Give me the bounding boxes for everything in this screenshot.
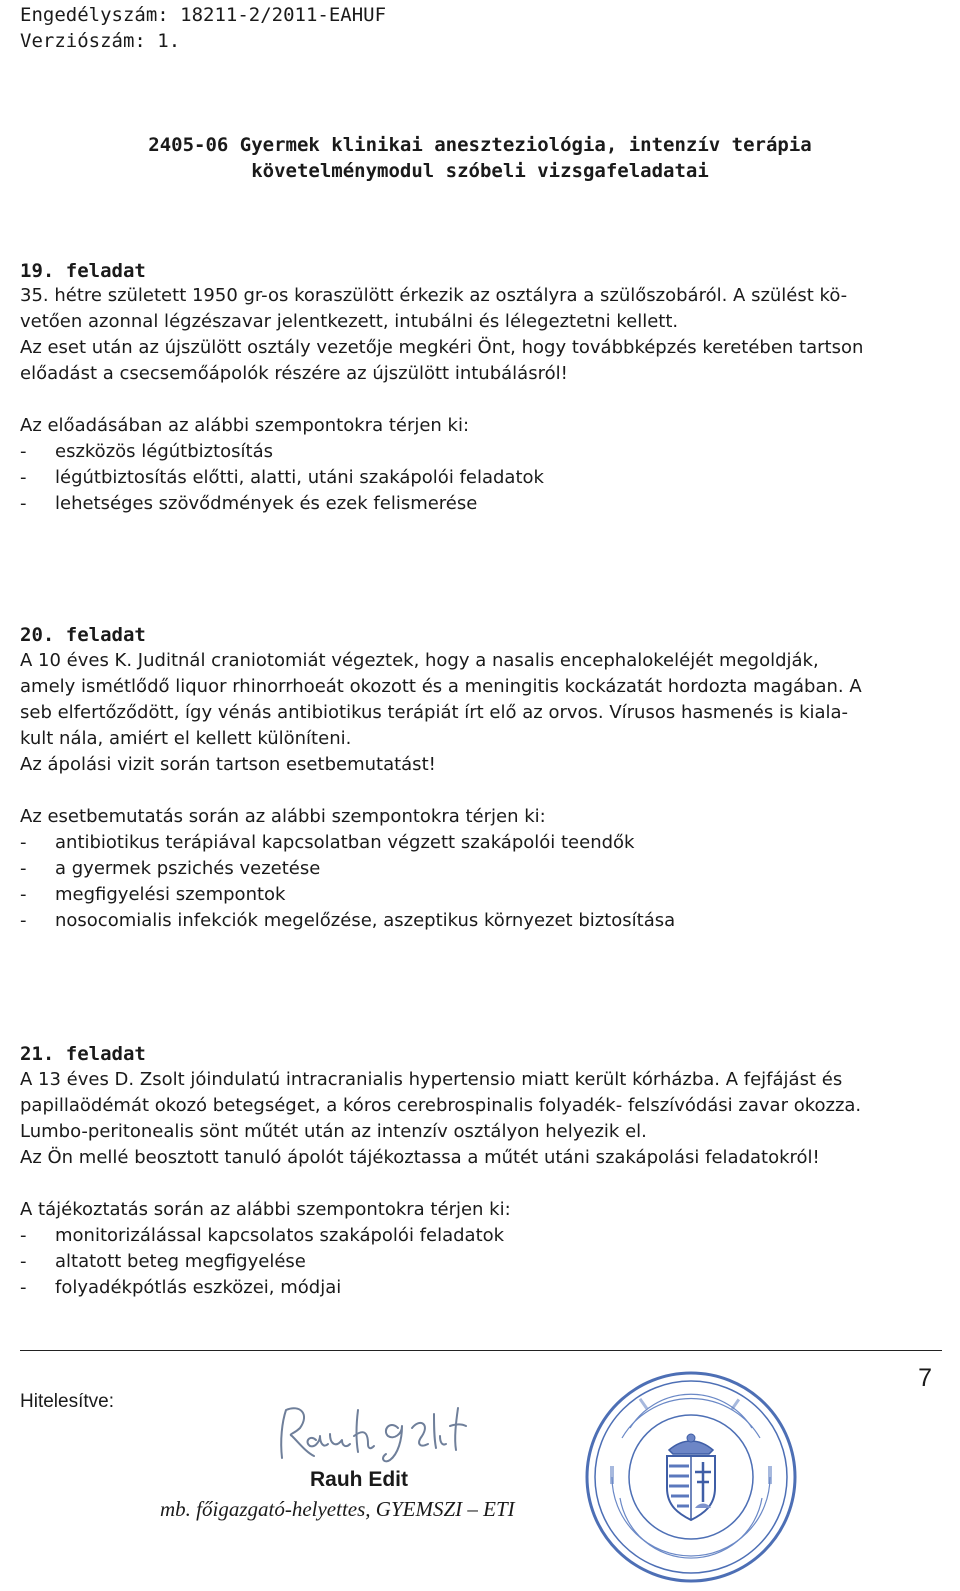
bullet-dash: - — [20, 1251, 27, 1272]
task-20-list-item: antibiotikus terápiával kapcsolatban végzett szakápolói teendők — [55, 832, 635, 853]
signer-role: mb. főigazgató-helyettes, GYEMSZI – ETI — [160, 1497, 515, 1521]
task-20-text-line: seb elfertőződött, így vénás antibiotikus terápiát írt elő az orvos. Vírusos hasmenés is kiala- — [20, 702, 849, 723]
certified-label: Hitelesítve: — [20, 1391, 114, 1412]
task-21-list-item: altatott beteg megfigyelése — [55, 1251, 306, 1272]
task-20-text-line: kult nála, amiért el kellett különíteni. — [20, 728, 352, 749]
task-20-intro: Az esetbemutatás során az alábbi szempontokra térjen ki: — [20, 806, 546, 827]
official-stamp-seal — [582, 1368, 800, 1586]
task-21-heading: 21. feladat — [20, 1043, 146, 1065]
bullet-dash: - — [20, 467, 27, 488]
task-21-text-line: Az Ön mellé beosztott tanuló ápolót tájékoztassa a műtét utáni szakápolási feladatokról! — [20, 1147, 820, 1168]
task-20-text-line: A 10 éves K. Juditnál craniotomiát végeztek, hogy a nasalis encephalokeléjét megoldják, — [20, 650, 819, 671]
bullet-dash: - — [20, 910, 27, 931]
task-21-text-line: Lumbo-peritonealis sönt műtét után az intenzív osztályon helyezik el. — [20, 1121, 647, 1142]
bullet-dash: - — [20, 441, 27, 462]
task-21-list-item: monitorizálással kapcsolatos szakápolói feladatok — [55, 1225, 505, 1246]
version-number: Verziószám: 1. — [20, 30, 181, 52]
task-19-text-line: vetően azonnal légzészavar jelentkezett, intubálni és lélegeztetni kellett. — [20, 311, 679, 332]
task-19-heading: 19. feladat — [20, 260, 146, 282]
bullet-dash: - — [20, 1225, 27, 1246]
bullet-dash: - — [20, 493, 27, 514]
bullet-dash: - — [20, 884, 27, 905]
page-number: 7 — [918, 1364, 932, 1392]
bullet-dash: - — [20, 1277, 27, 1298]
task-20-list-item: a gyermek pszichés vezetése — [55, 858, 321, 879]
signer-name: Rauh Edit — [310, 1468, 408, 1491]
task-19-text-line: előadást a csecsemőápolók részére az újszülött intubálásról! — [20, 363, 568, 384]
task-20-heading: 20. feladat — [20, 624, 146, 646]
task-19-list-item: légútbiztosítás előtti, alatti, utáni szakápolói feladatok — [55, 467, 544, 488]
bullet-dash: - — [20, 858, 27, 879]
task-21-text-line: papillaödémát okozó betegséget, a kóros cerebrospinalis folyadék- felszívódási zavar okozza. — [20, 1095, 862, 1116]
handwritten-signature — [270, 1400, 470, 1470]
task-20-list-item: nosocomialis infekciók megelőzése, aszeptikus környezet biztosítása — [55, 910, 676, 931]
license-number: Engedélyszám: 18211-2/2011-EAHUF — [20, 4, 387, 26]
task-19-text-line: Az eset után az újszülött osztály vezetője megkéri Önt, hogy továbbképzés keretében tartson — [20, 337, 864, 358]
task-20-list-item: megfigyelési szempontok — [55, 884, 286, 905]
task-19-intro: Az előadásában az alábbi szempontokra térjen ki: — [20, 415, 470, 436]
task-21-list-item: folyadékpótlás eszközei, módjai — [55, 1277, 342, 1298]
document-title-line2: követelménymodul szóbeli vizsgafeladatai — [251, 160, 709, 182]
task-19-list-item: lehetséges szövődmények és ezek felismerése — [55, 493, 478, 514]
footer-divider — [20, 1350, 942, 1351]
task-19-text-line: 35. hétre született 1950 gr-os koraszülött érkezik az osztályra a szülőszobáról. A szülést kö- — [20, 285, 848, 306]
bullet-dash: - — [20, 832, 27, 853]
task-21-text-line: A 13 éves D. Zsolt jóindulatú intracranialis hypertensio miatt került kórházba. A fejfájást és — [20, 1069, 843, 1090]
task-21-intro: A tájékoztatás során az alábbi szempontokra térjen ki: — [20, 1199, 511, 1220]
document-title-line1: 2405-06 Gyermek klinikai aneszteziológia, intenzív terápia — [148, 134, 812, 156]
task-20-text-line: Az ápolási vizit során tartson esetbemutatást! — [20, 754, 436, 775]
task-20-text-line: amely ismétlődő liquor rhinorrhoeát okozott és a meningitis kockázatát hordozta magában. A — [20, 676, 862, 697]
task-19-list-item: eszközös légútbiztosítás — [55, 441, 274, 462]
